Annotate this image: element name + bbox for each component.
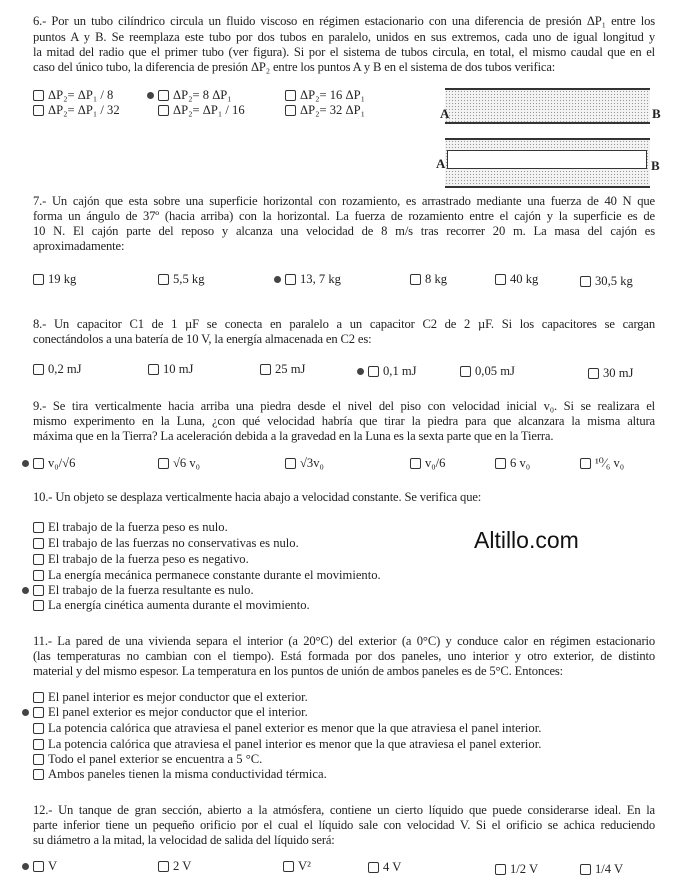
- checkbox[interactable]: [158, 861, 169, 872]
- answer-option-label: 25 mJ: [275, 362, 306, 376]
- answer-option-label: ΔP₂= 8 ΔP₁: [173, 88, 232, 102]
- answer-option[interactable]: [495, 272, 538, 287]
- checkbox[interactable]: [148, 364, 159, 375]
- figure-label-a: A: [440, 106, 450, 121]
- selected-mark-icon: [22, 709, 29, 716]
- answer-option-label: La potencia calórica que atraviesa el panel interior es menor que la que atraviesa el panel exterior.: [48, 737, 542, 751]
- answer-option[interactable]: [33, 536, 299, 551]
- answer-option-label: V²: [298, 859, 311, 873]
- question-text-line: caso del único tubo, la diferencia de presión ΔP₂ entre los puntos A y B en el sistema de dos tubos verifica:: [33, 60, 556, 74]
- answer-option[interactable]: [33, 520, 228, 535]
- question-text-line: 8.- Un capacitor C1 de 1 µF se conecta en paralelo a un capacitor C2 de 2 µF. Si los capacitores se cargan: [33, 317, 655, 331]
- figure-label-b-2: B: [651, 158, 660, 173]
- answer-option-label: El trabajo de las fuerzas no conservativas es nulo.: [48, 536, 299, 550]
- single-tube: [445, 88, 650, 124]
- checkbox[interactable]: [158, 458, 169, 469]
- answer-option[interactable]: [33, 721, 541, 736]
- answer-option[interactable]: [158, 103, 245, 118]
- answer-option[interactable]: [410, 456, 445, 471]
- answer-option[interactable]: [33, 568, 381, 583]
- checkbox[interactable]: [33, 538, 44, 549]
- checkbox[interactable]: [158, 274, 169, 285]
- checkbox[interactable]: [495, 274, 506, 285]
- answer-option[interactable]: [33, 705, 308, 720]
- selected-mark-icon: [147, 92, 154, 99]
- answer-option-label: ΔP₂= ΔP₁ / 16: [173, 103, 245, 117]
- answer-option-label: ΔP₂= ΔP₁ / 8: [48, 88, 114, 102]
- question-text-line: puntos A y B. Se reemplaza este tubo por dos tubos en paralelo, unidos en sus extremos, cada uno de igual longitud y: [33, 30, 655, 44]
- figure-label-a-2: A: [436, 156, 446, 171]
- answer-option-label: ΔP₂= ΔP₁ / 32: [48, 103, 120, 117]
- checkbox[interactable]: [33, 274, 44, 285]
- checkbox[interactable]: [33, 723, 44, 734]
- checkbox[interactable]: [368, 366, 379, 377]
- answer-option-label: 13, 7 kg: [300, 272, 341, 286]
- answer-option-label: 5,5 kg: [173, 272, 205, 286]
- answer-option-label: 6 v₀: [510, 456, 531, 470]
- answer-option-label: El panel exterior es mejor conductor que el interior.: [48, 705, 308, 719]
- answer-option-label: 8 kg: [425, 272, 448, 286]
- answer-option[interactable]: [33, 767, 327, 782]
- question-text-line: 7.- Un cajón que esta sobre una superficie horizontal con rozamiento, es arrastrado mediante una fuerza de 40 N que: [33, 194, 655, 208]
- question-text-line: (las temperaturas no cambian con el tiempo). Está formada por dos paneles, uno interior y otro exterior, de distinto: [33, 649, 655, 663]
- answer-option[interactable]: [158, 859, 191, 874]
- answer-option[interactable]: [158, 456, 200, 471]
- question-text-line: material y del mismo espesor. La temperatura en los puntos de unión de ambos paneles es de 5°C. Entonces:: [33, 664, 563, 678]
- answer-option[interactable]: [33, 456, 75, 471]
- checkbox[interactable]: [33, 769, 44, 780]
- question-text-line: 6.- Por un tubo cilíndrico circula un fluido viscoso en régimen estacionario con una diferencia de presión ΔP₁ entre los: [33, 14, 655, 28]
- answer-option[interactable]: [33, 362, 82, 377]
- selected-mark-icon: [274, 276, 281, 283]
- checkbox[interactable]: [33, 364, 44, 375]
- answer-option[interactable]: [260, 362, 305, 377]
- question-text-line: la mitad del radio que el primer tubo (ver figura). Si por el sistema de tubos circula, en total, el mismo caudal que en el: [33, 45, 655, 59]
- answer-option[interactable]: [588, 366, 633, 381]
- answer-option-label: Ambos paneles tienen la misma conductividad térmica.: [48, 767, 327, 781]
- answer-option-label: La potencia calórica que atraviesa el panel exterior es menor que la que atraviesa el panel interior.: [48, 721, 542, 735]
- checkbox[interactable]: [285, 274, 296, 285]
- answer-option-label: ΔP₂= 32 ΔP₁: [300, 103, 365, 117]
- checkbox[interactable]: [285, 90, 296, 101]
- checkbox[interactable]: [410, 274, 421, 285]
- answer-option-label: ΔP₂= 16 ΔP₁: [300, 88, 365, 102]
- answer-option[interactable]: [410, 272, 447, 287]
- checkbox[interactable]: [580, 864, 591, 875]
- question-text-line: 9.- Se tira verticalmente hacia arriba una piedra desde el nivel del piso con velocidad inicial v₀. Si se realizara el: [33, 399, 655, 413]
- answer-option-label: El trabajo de la fuerza peso es negativo.: [48, 552, 249, 566]
- answer-option-label: La energía cinética aumenta durante el movimiento.: [48, 598, 310, 612]
- question-text-line: parte inferior tiene un pequeño orificio por el cual el líquido sale con velocidad V. Si el orificio se achica reduciendo: [33, 818, 655, 832]
- checkbox[interactable]: [33, 861, 44, 872]
- checkbox[interactable]: [580, 458, 591, 469]
- answer-option[interactable]: [158, 272, 204, 287]
- checkbox[interactable]: [33, 585, 44, 596]
- checkbox[interactable]: [33, 522, 44, 533]
- checkbox[interactable]: [158, 105, 169, 116]
- answer-option[interactable]: [495, 862, 538, 877]
- tube-separator: [447, 150, 647, 169]
- answer-option[interactable]: [33, 690, 308, 705]
- answer-option[interactable]: [33, 583, 254, 598]
- checkbox[interactable]: [33, 754, 44, 765]
- selected-mark-icon: [22, 460, 29, 467]
- answer-option-label: 0,2 mJ: [48, 362, 82, 376]
- answer-option-label: La energía mecánica permanece constante durante el movimiento.: [48, 568, 381, 582]
- answer-option-label: √3v₀: [300, 456, 324, 470]
- question-text-line: 10.- Un objeto se desplaza verticalmente hacia abajo a velocidad constante. Se verifica que:: [33, 490, 482, 504]
- answer-option-label: 19 kg: [48, 272, 77, 286]
- selected-mark-icon: [357, 368, 364, 375]
- answer-option-label: Todo el panel exterior se encuentra a 5 °C.: [48, 752, 263, 766]
- answer-option[interactable]: [580, 456, 624, 471]
- answer-option[interactable]: [285, 272, 341, 287]
- answer-option[interactable]: [460, 364, 515, 379]
- checkbox[interactable]: [260, 364, 271, 375]
- question-text-line: su diámetro a la mitad, la velocidad de salida del líquido será:: [33, 833, 335, 847]
- answer-option[interactable]: [33, 598, 310, 613]
- answer-option[interactable]: [495, 456, 530, 471]
- checkbox[interactable]: [33, 458, 44, 469]
- answer-option-label: 0,05 mJ: [475, 364, 515, 378]
- answer-option[interactable]: [285, 88, 365, 103]
- question-text-line: aproximadamente:: [33, 239, 125, 253]
- question-text-line: 11.- La pared de una vivienda separa el interior (a 20°C) del exterior (a 0°C) y conduce calor en régimen estacionario: [33, 634, 655, 648]
- answer-option[interactable]: [580, 274, 633, 289]
- answer-option[interactable]: [580, 862, 623, 877]
- answer-option[interactable]: [158, 88, 232, 103]
- answer-option-label: V: [48, 859, 58, 873]
- answer-option-label: 1/2 V: [510, 862, 539, 876]
- answer-option-label: v₀/√6: [48, 456, 76, 470]
- answer-option[interactable]: [285, 456, 324, 471]
- answer-option-label: 30 mJ: [603, 366, 634, 380]
- answer-option-label: √6 v₀: [173, 456, 201, 470]
- answer-option-label: 1/4 V: [595, 862, 624, 876]
- checkbox[interactable]: [580, 276, 591, 287]
- checkbox[interactable]: [285, 458, 296, 469]
- checkbox[interactable]: [410, 458, 421, 469]
- answer-option[interactable]: [33, 88, 113, 103]
- selected-mark-icon: [22, 863, 29, 870]
- question-text-line: 10 N. El cajón parte del reposo y alcanza una velocidad de 8 m/s tras recorrer 20 m. La masa del cajón es: [33, 224, 655, 238]
- checkbox[interactable]: [588, 368, 599, 379]
- answer-option[interactable]: [33, 737, 541, 752]
- answer-option-label: ¹⁰⁄₆ v₀: [595, 456, 625, 470]
- answer-option[interactable]: [33, 552, 249, 567]
- checkbox[interactable]: [33, 570, 44, 581]
- answer-option-label: El trabajo de la fuerza resultante es nulo.: [48, 583, 254, 597]
- answer-option-label: 30,5 kg: [595, 274, 633, 288]
- answer-option-label: 40 kg: [510, 272, 539, 286]
- question-text-line: conectándolos a una batería de 10 V, la energía almacenada en C2 es:: [33, 332, 372, 346]
- checkbox[interactable]: [495, 458, 506, 469]
- checkbox[interactable]: [368, 862, 379, 873]
- checkbox[interactable]: [33, 707, 44, 718]
- answer-option-label: 0,1 mJ: [383, 364, 417, 378]
- answer-option-label: v₀/6: [425, 456, 446, 470]
- answer-option-label: El panel interior es mejor conductor que el exterior.: [48, 690, 308, 704]
- checkbox[interactable]: [33, 105, 44, 116]
- answer-option[interactable]: [33, 859, 57, 874]
- answer-option-label: 4 V: [383, 860, 402, 874]
- answer-option-label: 10 mJ: [163, 362, 194, 376]
- checkbox[interactable]: [33, 600, 44, 611]
- selected-mark-icon: [22, 587, 29, 594]
- checkbox[interactable]: [285, 105, 296, 116]
- answer-option-label: El trabajo de la fuerza peso es nulo.: [48, 520, 228, 534]
- checkbox[interactable]: [158, 90, 169, 101]
- checkbox[interactable]: [33, 692, 44, 703]
- question-text-line: mismo experimento en la Luna, ¿con qué velocidad habría que tirar la piedra para que alcanzara la misma altura: [33, 414, 655, 428]
- answer-option[interactable]: [368, 364, 417, 379]
- checkbox[interactable]: [33, 739, 44, 750]
- answer-option-label: 2 V: [173, 859, 192, 873]
- checkbox[interactable]: [495, 864, 506, 875]
- answer-option[interactable]: [33, 103, 120, 118]
- checkbox[interactable]: [33, 554, 44, 565]
- answer-option[interactable]: [148, 362, 193, 377]
- question-text-line: forma un ángulo de 37º (hacia arriba) con la horizontal. La fuerza de rozamiento entre el cajón y la superficie es de: [33, 209, 655, 223]
- watermark-logo: Altillo.com: [474, 527, 579, 553]
- answer-option[interactable]: [33, 272, 76, 287]
- answer-option[interactable]: [33, 752, 262, 767]
- answer-option[interactable]: [285, 103, 365, 118]
- answer-option[interactable]: [283, 859, 311, 874]
- checkbox[interactable]: [460, 366, 471, 377]
- question-text-line: máxima que en la Tierra? La aceleración debida a la gravedad en la Luna es la sexta parte que en la Tierra.: [33, 429, 554, 443]
- checkbox[interactable]: [283, 861, 294, 872]
- checkbox[interactable]: [33, 90, 44, 101]
- answer-option[interactable]: [368, 860, 401, 875]
- question-text-line: 12.- Un tanque de gran sección, abierto a la atmósfera, contiene un cierto líquido que puede considerarse ideal. En la: [33, 803, 655, 817]
- figure-label-b: B: [652, 106, 661, 121]
